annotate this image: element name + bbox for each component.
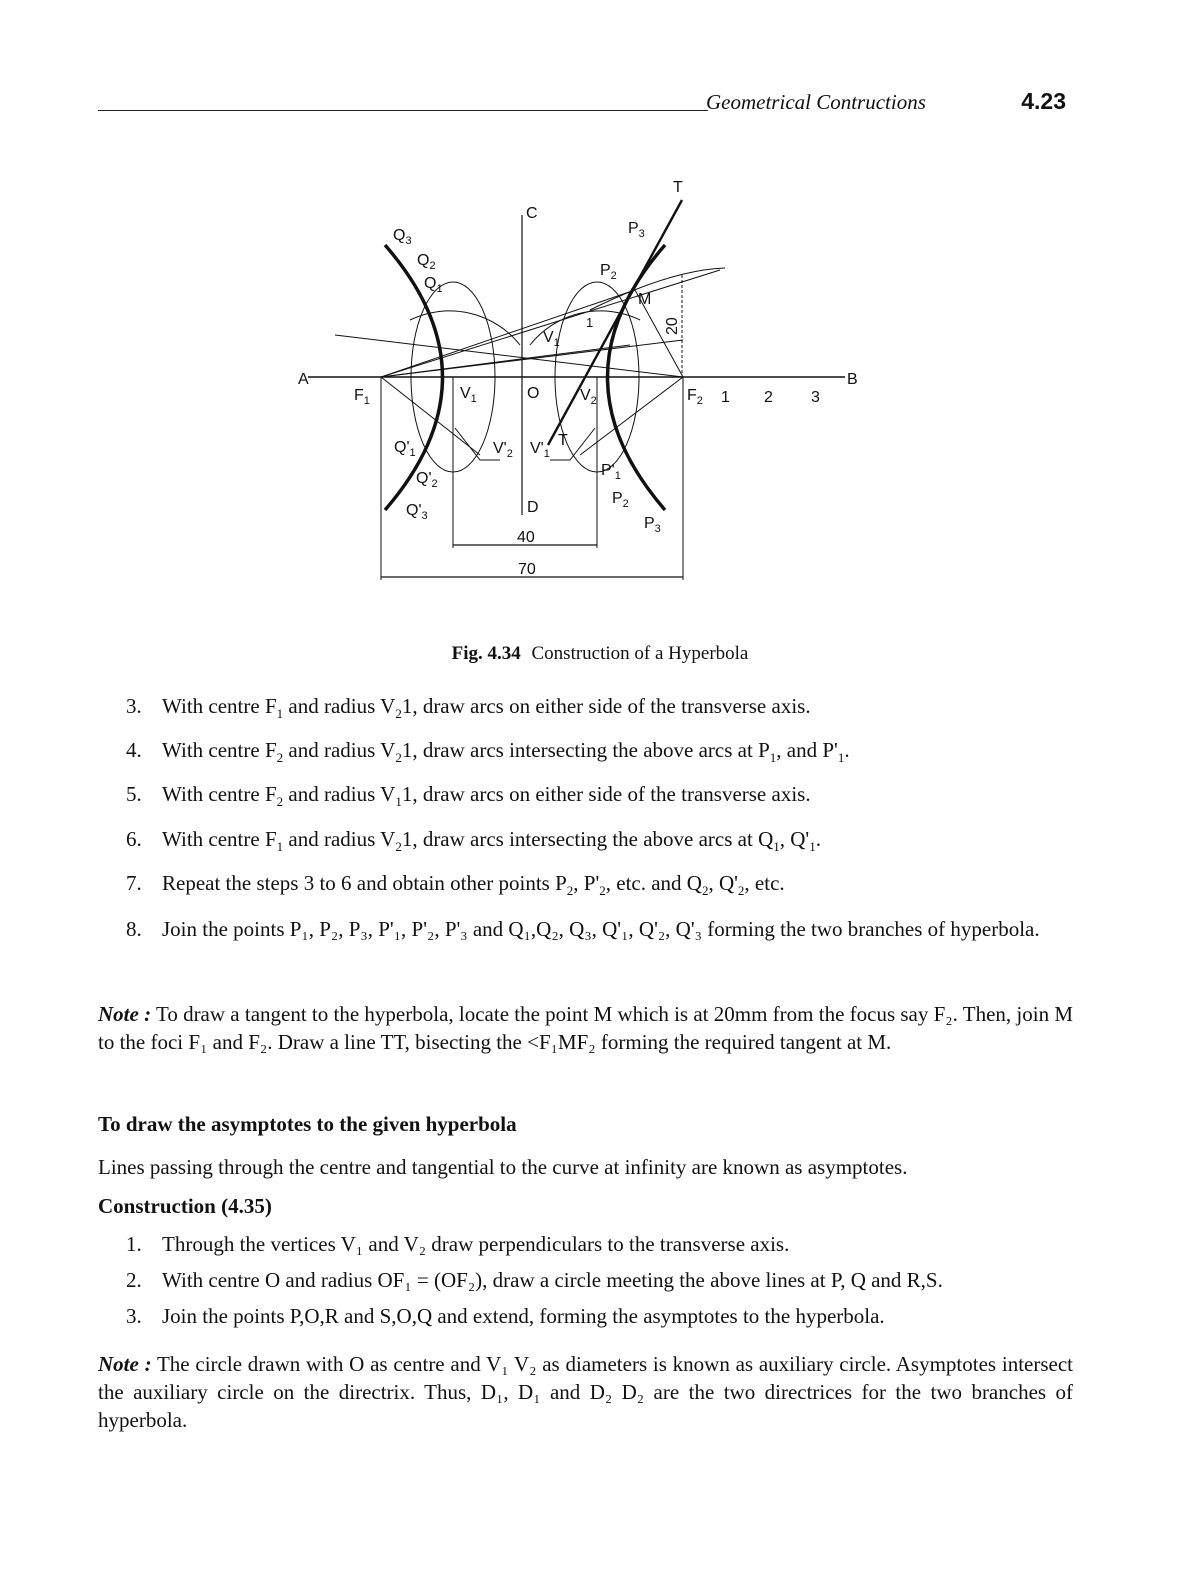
step-text: . (844, 738, 850, 763)
step-text: Through the vertices V₁ and V₂ draw perpendiculars to the transverse axis. (162, 1232, 790, 1256)
step-text: and radius V (283, 694, 396, 718)
asymptote-step-3 (126, 1302, 1076, 1330)
step-text: With centre F (162, 826, 277, 851)
step-text: Join the points P,O,R and S,O,Q and extend, forming the asymptotes to the hyperbola. (162, 1304, 885, 1328)
step-number: 7. (126, 870, 142, 895)
label-V1: $V_1$ (460, 385, 477, 405)
figure-caption-text: Construction of a Hyperbola (531, 643, 749, 664)
label-Q3: $Q_3$ (393, 227, 412, 247)
subscript: 2 (395, 750, 402, 766)
label-V2: $V_2$ (580, 387, 597, 407)
note-text: To draw a tangent to the hyperbola, locate the point M which is at 20mm from the focus say F₂. Then, join M to the foci F₁ and F₂. Draw a line TT, bisecting the <F₁MF₂ forming the required tangent at M. (98, 1002, 1073, 1054)
label-tick-3: 3 (811, 389, 820, 406)
subscript: 1 (773, 838, 780, 854)
step-number: 3. (126, 694, 142, 718)
step-number: 2. (126, 1268, 142, 1292)
asymptote-step-2 (126, 1266, 1076, 1294)
subscript: 2 (701, 882, 709, 898)
step-text: , etc. (744, 870, 785, 895)
construction-steps (126, 692, 1076, 951)
page-number: 4.23 (1021, 88, 1066, 114)
label-B: B (847, 371, 858, 388)
label-V1-prime-right: $V'_1$ (530, 440, 550, 460)
label-tick-2: 2 (764, 389, 773, 406)
label-dim-40: 40 (517, 529, 535, 546)
step-text: 1, draw arcs intersecting the above arcs at Q (401, 826, 774, 851)
step-text: 1, draw arcs on either side of the transverse axis. (401, 782, 811, 807)
step-number: 4. (126, 738, 142, 763)
label-Q3-prime: $Q'_3$ (406, 502, 428, 522)
label-F2: $F_2$ (687, 387, 703, 407)
label-Q2: $Q_2$ (417, 252, 436, 272)
step-text: , Q' (779, 826, 810, 851)
label-tick-1: 1 (721, 389, 730, 406)
label-V2-prime-left: $V'_2$ (493, 440, 513, 460)
label-T-top: T (673, 179, 683, 196)
construction-heading: Construction (4.35) (98, 1194, 272, 1218)
asymptote-step-1 (126, 1230, 1076, 1258)
step-text: , etc. and Q (605, 870, 702, 895)
step-text: and radius V (283, 826, 396, 851)
label-F1: $F_1$ (354, 387, 370, 407)
figure-caption (0, 643, 1200, 665)
note-label: Note : (98, 1352, 152, 1376)
step-text: With centre F (162, 694, 277, 718)
note-text: The circle drawn with O as centre and V₁ V₂ as diameters is known as auxiliary circle. Asymptotes intersect the auxiliary circle on the directrix. Thus, D₁, D₁ and D₂ D₂ are the two directrices for the two branches of hyperbola. (98, 1352, 1073, 1432)
step-6 (126, 825, 1076, 861)
hyperbola-construction-figure (290, 170, 870, 600)
step-text: , Q' (708, 870, 738, 895)
step-number: 1. (126, 1232, 142, 1256)
step-text: and radius V (283, 782, 396, 807)
label-M: M (638, 291, 652, 308)
label-O: O (527, 385, 540, 402)
subscript: 2 (566, 882, 574, 898)
note-auxiliary-circle (98, 1350, 1073, 1434)
label-A: A (298, 371, 309, 388)
subscript: 2 (276, 794, 284, 810)
step-text: 1, draw arcs on either side of the transverse axis. (401, 694, 811, 718)
step-3 (126, 692, 1076, 728)
step-number: 3. (126, 1304, 142, 1328)
section-heading: To draw the asymptotes to the given hyperbola (98, 1112, 517, 1136)
note-tangent (98, 1000, 1073, 1056)
subscript: 1 (395, 794, 402, 810)
asymptote-steps (126, 1230, 1076, 1338)
step-text: , P' (573, 870, 600, 895)
step-text: Join the points P₁, P₂, P₃, P'₁, P'₂, P'₃ and Q₁,Q₂, Q₃, Q'₁, Q'₂, Q'₃ forming the two branches of hyperbola. (162, 916, 1040, 941)
tangent-tt (548, 200, 682, 445)
step-text: With centre O and radius OF₁ = (OF₂), draw a circle meeting the above lines at P, Q and R,S. (162, 1268, 943, 1292)
label-one-upper: 1 (586, 315, 594, 330)
label-C: C (526, 205, 538, 222)
step-text: Repeat the steps 3 to 6 and obtain other points P (162, 870, 567, 895)
label-P3: $P_3$ (628, 220, 645, 240)
step-number: 6. (126, 826, 142, 851)
line-cross-1 (335, 335, 683, 377)
label-Q2-prime: $Q'_2$ (416, 470, 438, 490)
step-text: and radius V (283, 738, 396, 763)
label-P2-prime: $P_2$ (612, 490, 629, 510)
subscript: 1 (276, 706, 284, 722)
step-number: 5. (126, 782, 142, 807)
label-dim-20: 20 (664, 317, 681, 335)
asymptote-intro: Lines passing through the centre and tangential to the curve at infinity are known as asymptotes. (98, 1155, 908, 1179)
step-5 (126, 780, 1076, 816)
line-f1-m (381, 290, 635, 377)
label-V1-upper: $V_1$ (543, 329, 560, 349)
subscript: 2 (599, 882, 606, 898)
subscript: 2 (276, 750, 284, 766)
step-text: . (815, 826, 821, 851)
note-label: Note : (98, 1002, 152, 1026)
subscript: 1 (837, 750, 845, 766)
step-8 (126, 915, 1076, 943)
label-dim-70: 70 (518, 561, 536, 578)
subscript: 1 (769, 750, 777, 766)
subscript: 1 (809, 838, 816, 854)
step-text: With centre F (162, 738, 277, 763)
label-P3-prime: $P_3$ (644, 515, 661, 535)
header-rule (98, 110, 708, 111)
running-header (98, 88, 1070, 120)
step-text: With centre F (162, 782, 277, 807)
label-D: D (527, 499, 539, 516)
figure-number: Fig. 4.34 (451, 643, 521, 664)
step-number: 8. (126, 916, 142, 941)
line-lower-2 (580, 377, 683, 455)
subscript: 2 (395, 838, 402, 854)
subscript: 2 (395, 706, 402, 722)
subscript: 1 (276, 838, 284, 854)
step-7 (126, 869, 1076, 905)
label-P2: $P_2$ (600, 262, 617, 282)
step-text: , and P' (776, 738, 838, 763)
subscript: 2 (737, 882, 745, 898)
step-text: 1, draw arcs intersecting the above arcs at P (401, 738, 770, 763)
step-4 (126, 736, 1076, 772)
label-Q1: $Q_1$ (424, 275, 443, 295)
label-T-low: T (558, 432, 568, 449)
label-P1-prime: $P'_1$ (601, 462, 621, 482)
construction-arc-left (410, 311, 520, 345)
chapter-title: Geometrical Contructions (706, 90, 926, 114)
label-Q1-prime: $Q'_1$ (394, 439, 416, 459)
